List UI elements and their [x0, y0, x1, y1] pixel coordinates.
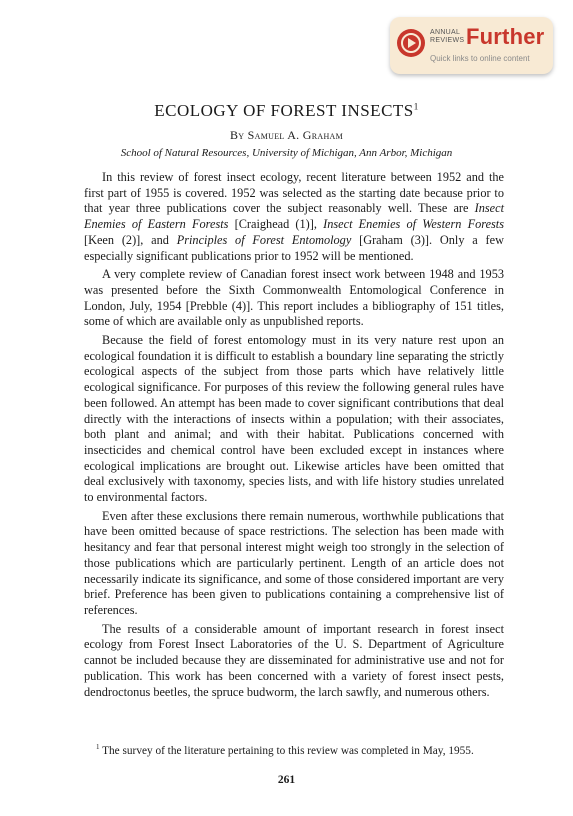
further-links-badge[interactable]	[390, 17, 553, 74]
article-body	[84, 170, 504, 700]
paragraph-1: In this review of forest insect ecology, recent literature between 1952 and the first part of 1955 is covered. 1952 was selected as the starting date because prior to that year three publications cover the subject reasonably well. These are Insect Enemies of Eastern Forests [Craighead (1)], Insect Enemies of Western Forests [Keen (2)], and Principles of Forest Entomology [Graham (3)]. Only a few especially significant publications prior to 1952 will be mentioned.	[84, 170, 505, 263]
page-number: 261	[277, 774, 296, 786]
footnote: $^1$ The survey of the literature pertaining to this review was completed in May, 1955.	[96, 743, 474, 757]
author-line: By Samuel A. Graham	[229, 128, 344, 142]
citation-title: Insect Enemies of Western Forests	[323, 217, 505, 232]
article-title: ECOLOGY OF FOREST INSECTS$^1$	[154, 101, 419, 120]
annual-reviews-label: ANNUAL REVIEWS	[430, 29, 465, 44]
play-arrow-icon	[397, 29, 425, 57]
further-title[interactable]: Further	[466, 24, 545, 49]
title-footnote-mark: 1	[413, 101, 419, 112]
footnote-mark: 1	[96, 743, 100, 751]
affiliation: School of Natural Resources, University of Michigan, Ann Arbor, Michigan	[120, 147, 453, 159]
citation-title: Insect Enemies of Eastern Forests	[84, 201, 504, 232]
quick-links-text[interactable]: Quick links to online content	[430, 54, 530, 63]
paragraph-5: The results of a considerable amount of important research in forest insect ecology from Forest Insect Laboratories of the U. S. Department of Agriculture cannot be included because they are disseminated for administrative use and not for publication. This work has been concerned with a variety of forest insect pests, dendroctonus beetles, the spruce budworm, the larch sawfly, and numerous others.	[84, 621, 504, 699]
citation-title: Principles of Forest Entomology	[176, 232, 352, 247]
paragraph-2: A very complete review of Canadian forest insect work between 1948 and 1953 was presented before the Sixth Commonwealth Entomological Conference in London, July, 1954 [Prebble (4)]. This report includes a bibliography of 151 titles, some of which are available only as unpublished reports.	[84, 267, 504, 329]
paragraph-3: Because the field of forest entomology must in its very nature rest upon an ecological foundation it is difficult to establish a boundary line separating the strictly ecological aspects of the subject from those parts which have relatively little ecological significance. For purposes of this review the following general rules have been followed. An attempt has been made to cover significant contributions that deal directly with the interactions of insects within a population; with their associates, both plant and animal; and with their habitat. Publications concerned with insecticides and chemical control have been excluded except in instances where ecological implications are brought out. Likewise articles have been omitted that deal exclusively with taxonomy, species lists, and with life history studies unrelated to environmental factors.	[84, 333, 504, 505]
paragraph-4: Even after these exclusions there remain numerous, worthwhile publications that have been omitted because of space restrictions. The selection has been made with hesitancy and fear that personal interest might weigh too strongly in the selection of those publications which are particularly pertinent. Length of an article does not necessarily indicate its significance, and some of those considered important are very brief. Preference has been given to publications containing a comprehensive list of references.	[84, 508, 504, 617]
